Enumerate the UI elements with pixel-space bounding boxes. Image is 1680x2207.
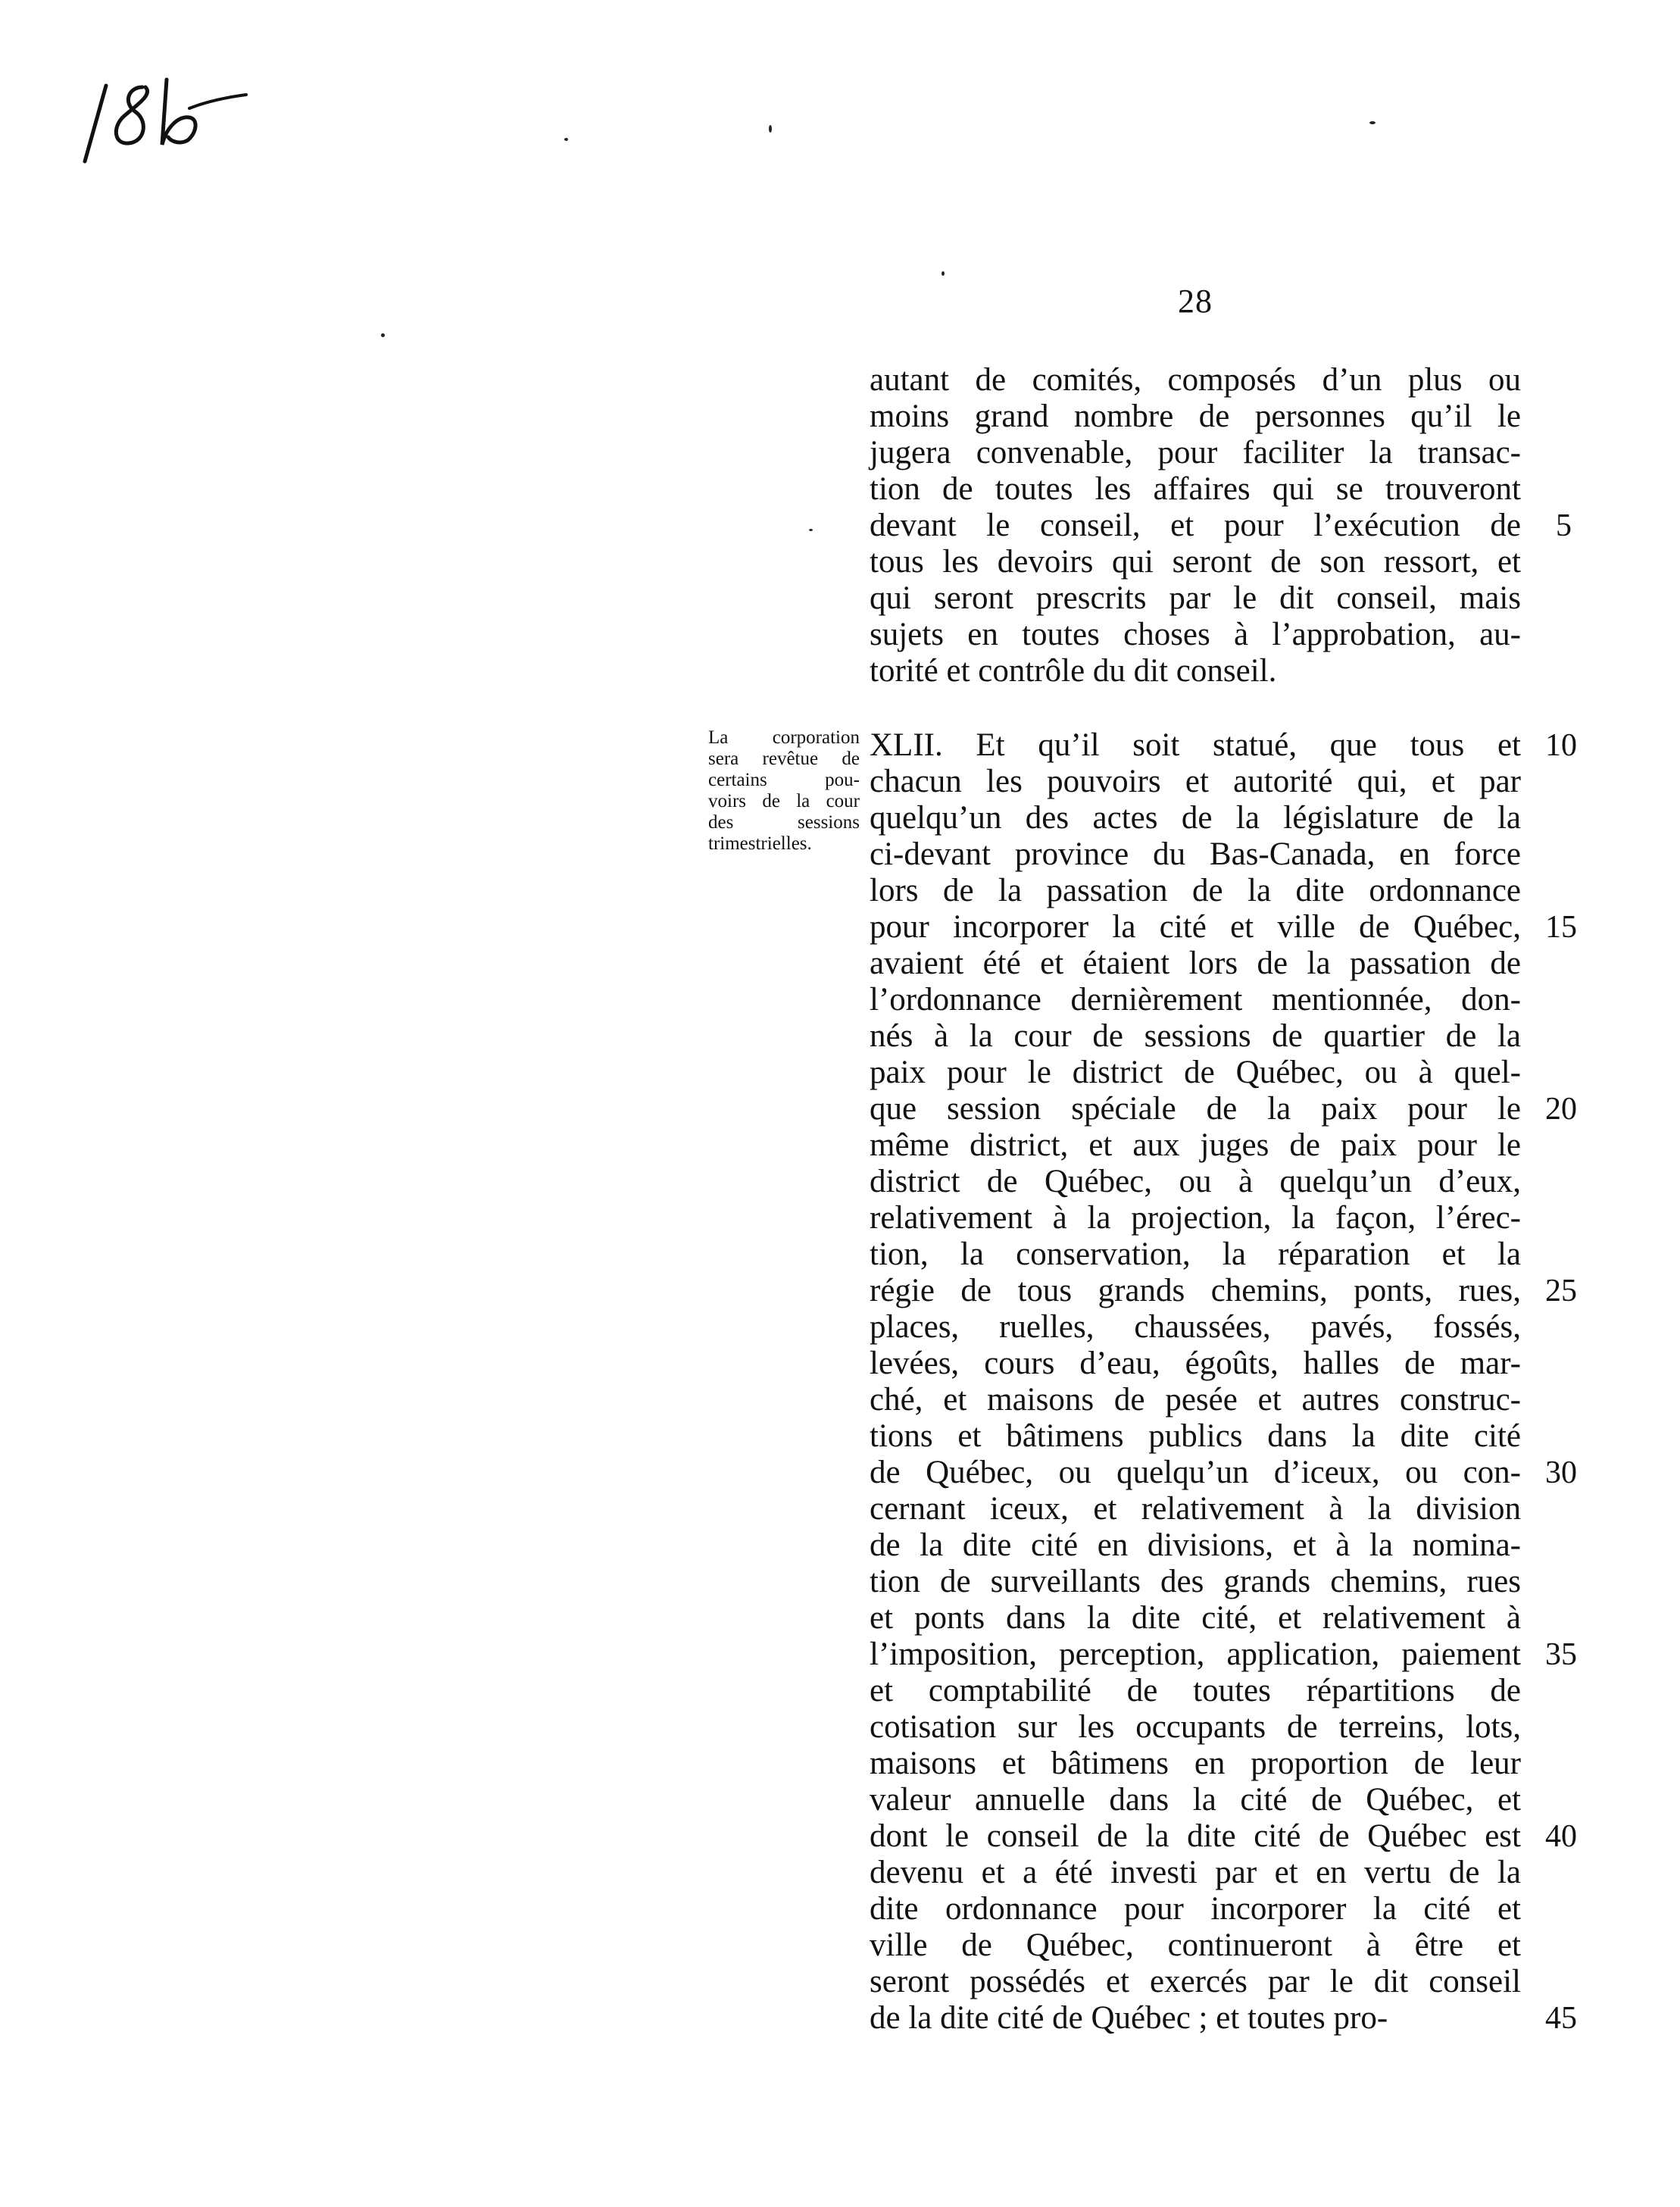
text-line: tion de surveillants des grands chemins, rues: [870, 1564, 1521, 1599]
line-number: 10: [1545, 728, 1577, 763]
page-number: 28: [1178, 283, 1213, 320]
line-number: 25: [1545, 1274, 1577, 1308]
text-line: régie de tous grands chemins, ponts, rues,: [870, 1273, 1521, 1308]
text-line: ci-devant province du Bas-Canada, en force: [870, 836, 1521, 872]
text-line: places, ruelles, chaussées, pavés, fossés,: [870, 1309, 1521, 1345]
paper-speck: [809, 529, 813, 531]
text-line: seront possédés et exercés par le dit conseil: [870, 1964, 1521, 1999]
text-line: tions et bâtimens publics dans la dite cité: [870, 1418, 1521, 1454]
text-line: dont le conseil de la dite cité de Québec est: [870, 1818, 1521, 1854]
margin-note: [708, 727, 860, 855]
line-number: 40: [1545, 1819, 1577, 1854]
margin-note-line: trimestrielles.: [708, 833, 812, 854]
text-line: levées, cours d’eau, égoûts, halles de mar-: [870, 1346, 1521, 1381]
handwritten-page-mark: [76, 72, 258, 170]
text-line: devenu et a été investi par et en vertu de la: [870, 1855, 1521, 1890]
paper-speck: [941, 271, 945, 276]
text-line: dite ordonnance pour incorporer la cité et: [870, 1891, 1521, 1927]
text-line: nés à la cour de sessions de quartier de la: [870, 1018, 1521, 1054]
text-line: cernant iceux, et relativement à la division: [870, 1491, 1521, 1527]
text-line: de Québec, ou quelqu’un d’iceux, ou con-: [870, 1455, 1521, 1490]
text-line: pour incorporer la cité et ville de Québec,: [870, 909, 1521, 945]
text-line: avaient été et étaient lors de la passation de: [870, 946, 1521, 981]
text-line: paix pour le district de Québec, ou à quel-: [870, 1055, 1521, 1090]
line-number: 35: [1545, 1637, 1577, 1672]
line-number: 5: [1556, 508, 1572, 543]
margin-note-line: La corporation: [708, 727, 860, 748]
line-number: 45: [1545, 2001, 1577, 2036]
text-line: torité et contrôle du dit conseil.: [870, 653, 1277, 689]
line-number: 15: [1545, 910, 1577, 945]
text-line: devant le conseil, et pour l’exécution de: [870, 508, 1521, 543]
margin-note-line: des sessions: [708, 812, 860, 833]
text-line: sujets en toutes choses à l’approbation, au-: [870, 617, 1521, 652]
text-line: valeur annuelle dans la cité de Québec, et: [870, 1782, 1521, 1818]
text-line: même district, et aux juges de paix pour le: [870, 1127, 1521, 1163]
text-line: que session spéciale de la paix pour le: [870, 1091, 1521, 1127]
text-line: tion de toutes les affaires qui se trouveront: [870, 471, 1521, 507]
text-line: tion, la conservation, la réparation et la: [870, 1236, 1521, 1272]
text-line: qui seront prescrits par le dit conseil, mais: [870, 580, 1521, 616]
text-line: district de Québec, ou à quelqu’un d’eux,: [870, 1164, 1521, 1199]
text-line: l’imposition, perception, application, paiement: [870, 1636, 1521, 1672]
text-line: maisons et bâtimens en proportion de leur: [870, 1746, 1521, 1781]
text-line: de la dite cité de Québec ; et toutes pro-: [870, 2000, 1388, 2036]
paper-speck: [1369, 121, 1376, 124]
margin-note-line: certains pou-: [708, 770, 860, 790]
text-line: ville de Québec, continueront à être et: [870, 1927, 1521, 1963]
text-line: tous les devoirs qui seront de son ressort, et: [870, 544, 1521, 580]
text-line: ché, et maisons de pesée et autres construc-: [870, 1382, 1521, 1418]
paper-speck: [381, 333, 385, 337]
text-line: lors de la passation de la dite ordonnance: [870, 873, 1521, 908]
text-line: XLII. Et qu’il soit statué, que tous et: [870, 727, 1521, 763]
paper-speck: [769, 125, 772, 133]
text-line: chacun les pouvoirs et autorité qui, et par: [870, 764, 1521, 799]
text-line: quelqu’un des actes de la législature de la: [870, 800, 1521, 836]
text-line: cotisation sur les occupants de terreins, lots,: [870, 1709, 1521, 1745]
text-line: moins grand nombre de personnes qu’il le: [870, 399, 1521, 434]
line-number: 20: [1545, 1092, 1577, 1127]
margin-note-line: voirs de la cour: [708, 791, 860, 811]
text-line: autant de comités, composés d’un plus ou: [870, 362, 1521, 398]
text-line: et comptabilité de toutes répartitions de: [870, 1673, 1521, 1708]
text-line: et ponts dans la dite cité, et relativement à: [870, 1600, 1521, 1636]
text-line: l’ordonnance dernièrement mentionnée, don-: [870, 982, 1521, 1018]
paper-speck: [564, 138, 568, 141]
text-line: de la dite cité en divisions, et à la nomina-: [870, 1527, 1521, 1563]
margin-note-line: sera revêtue de: [708, 749, 860, 769]
text-line: relativement à la projection, la façon, l’érec-: [870, 1200, 1521, 1236]
line-number: 30: [1545, 1455, 1577, 1490]
text-line: jugera convenable, pour faciliter la transac-: [870, 435, 1521, 470]
